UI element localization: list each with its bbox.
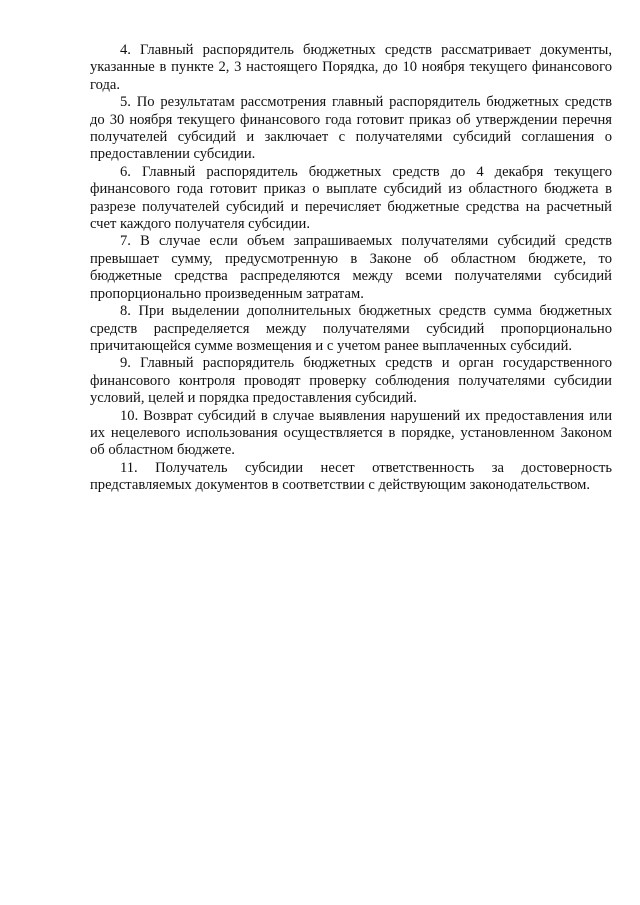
paragraph-4: 4. Главный распорядитель бюджетных средств рассматривает документы, указанные в пункте 2, 3 настоящего Порядка, до 10 ноября текущего финансового года. [90, 42, 612, 93]
paragraph-7: 7. В случае если объем запрашиваемых получателями субсидий средств превышает сумму, предусмотренную в Законе об областном бюджете, то бюджетные средства распределяются между всеми получателями субсидий пропорционально произведенным затратам. [90, 233, 612, 302]
paragraph-5: 5. По результатам рассмотрения главный распорядитель бюджетных средств до 30 ноября текущего финансового года готовит приказ об утверждении перечня получателей субсидий и заключает с получателями субсидий соглашения о предоставлении субсидии. [90, 94, 612, 163]
paragraph-9: 9. Главный распорядитель бюджетных средств и орган государственного финансового контроля проводят проверку соблюдения получателями субсидии условий, целей и порядка предоставления субсидий. [90, 355, 612, 407]
paragraph-10: 10. Возврат субсидий в случае выявления нарушений их предоставления или их нецелевого использования осуществляется в порядке, установленном Законом об областном бюджете. [90, 407, 612, 459]
paragraph-8: 8. При выделении дополнительных бюджетных средств сумма бюджетных средств распределяется между получателями субсидий пропорционально причитающейся сумме возмещения и с учетом ранее выплаченных субсидий. [90, 303, 612, 354]
document-body [90, 42, 612, 495]
paragraph-11: 11. Получатель субсидии несет ответственность за достоверность представляемых документов в соответствии с действующим законодательством. [90, 459, 612, 494]
paragraph-6: 6. Главный распорядитель бюджетных средств до 4 декабря текущего финансового года готовит приказ о выплате субсидий из областного бюджета в разрезе получателей субсидий и перечисляет бюджетные средства на расчетный счет каждого получателя субсидии. [90, 163, 612, 233]
